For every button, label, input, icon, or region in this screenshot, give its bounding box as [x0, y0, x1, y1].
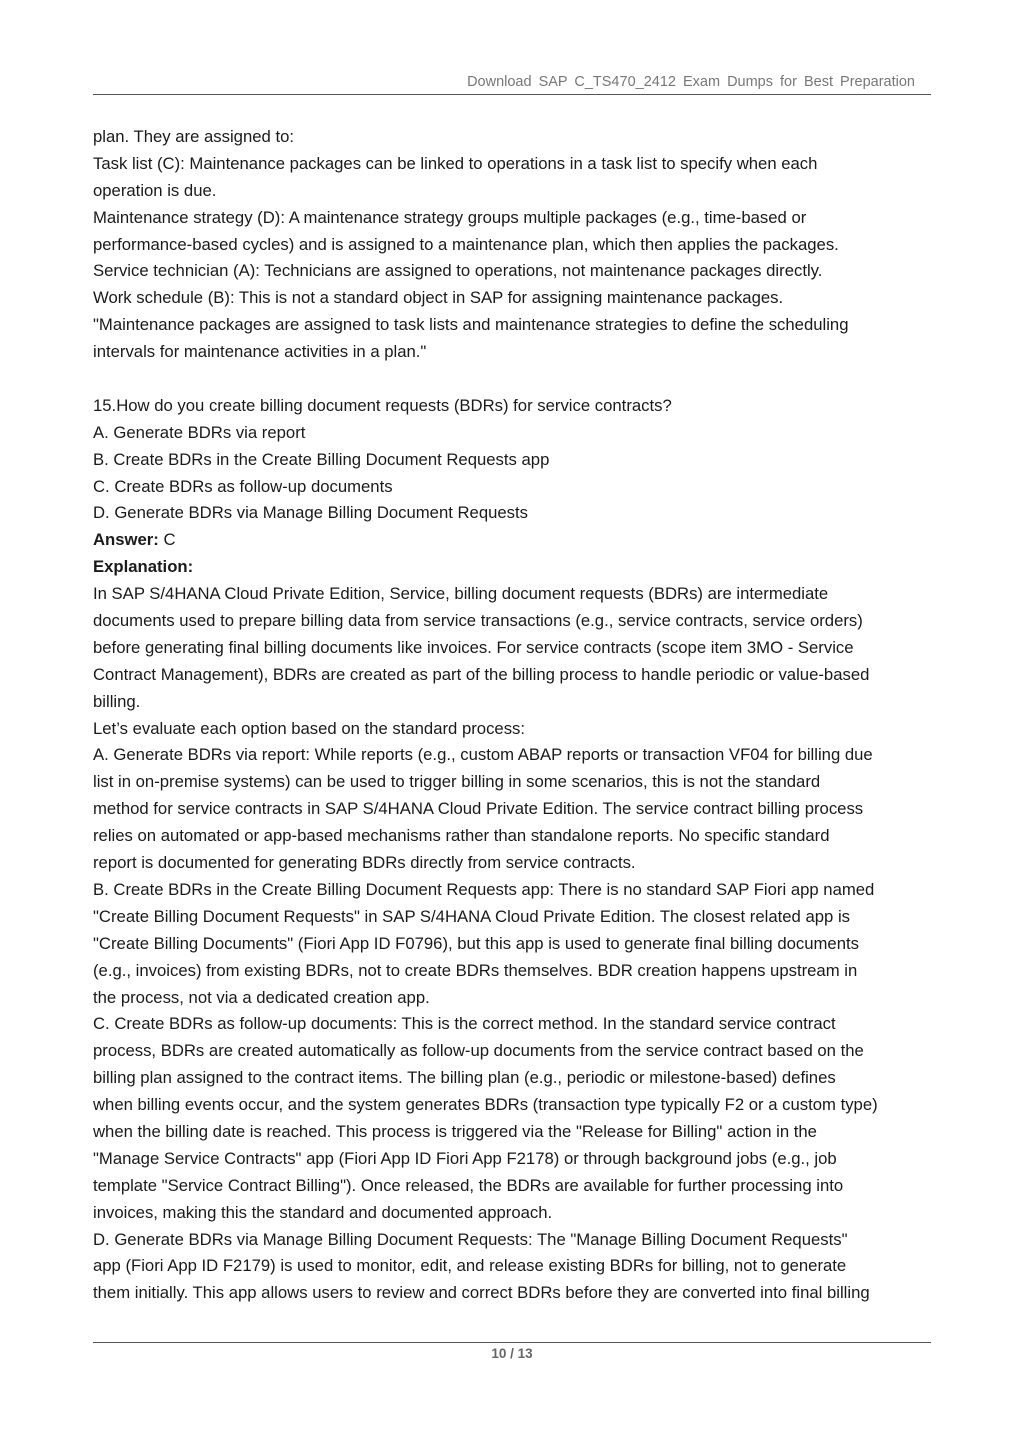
text-line: "Create Billing Documents" (Fiori App ID F0796), but this app is used to generate final billing documents [93, 933, 859, 953]
text-line: billing plan assigned to the contract items. The billing plan (e.g., periodic or milestone-based) defines [93, 1068, 836, 1088]
answer-line [93, 527, 943, 554]
text-line: when the billing date is reached. This process is triggered via the "Release for Billing" action in the [93, 1121, 817, 1141]
text-line: (e.g., invoices) from existing BDRs, not to create BDRs themselves. BDR creation happens upstream in [93, 960, 858, 980]
intro-section [93, 124, 943, 366]
option-b: B. Create BDRs in the Create Billing Document Requests app [93, 449, 550, 469]
text-line: when billing events occur, and the system generates BDRs (transaction type typically F2 or a custom type) [93, 1095, 878, 1115]
text-line: operation is due. [93, 180, 217, 200]
text-line: them initially. This app allows users to review and correct BDRs before they are converted into final billing [93, 1283, 870, 1303]
text-line: app (Fiori App ID F2179) is used to monitor, edit, and release existing BDRs for billing, not to generate [93, 1256, 847, 1276]
text-line: Work schedule (B): This is not a standard object in SAP for assigning maintenance packages. [93, 288, 784, 308]
page-number: 10 / 13 [491, 1346, 533, 1361]
text-line: Task list (C): Maintenance packages can be linked to operations in a task list to specify when each [93, 153, 818, 173]
text-line: the process, not via a dedicated creation app. [93, 987, 430, 1007]
answer-value: C [158, 530, 176, 550]
option-a: A. Generate BDRs via report [93, 422, 306, 442]
text-line: A. Generate BDRs via report: While reports (e.g., custom ABAP reports or transaction VF04 for billing due [93, 745, 873, 765]
text-line: Let’s evaluate each option based on the standard process: [93, 718, 526, 738]
spacer [93, 366, 943, 393]
option-c: C. Create BDRs as follow-up documents [93, 476, 393, 496]
text-line: invoices, making this the standard and documented approach. [93, 1202, 553, 1222]
text-line: method for service contracts in SAP S/4HANA Cloud Private Edition. The service contract billing process [93, 799, 864, 819]
text-line: intervals for maintenance activities in a plan." [93, 342, 427, 362]
header-title: Download SAP C_TS470_2412 Exam Dumps for Best Preparation [467, 74, 915, 90]
options-list [93, 420, 943, 528]
text-line: relies on automated or app-based mechanisms rather than standalone reports. No specific standard [93, 826, 830, 846]
answer-label: Answer: [93, 530, 159, 550]
footer-rule [93, 1342, 931, 1343]
text-line: plan. They are assigned to: [93, 127, 294, 146]
page-header [93, 72, 931, 95]
text-line: billing. [93, 691, 141, 711]
text-line: In SAP S/4HANA Cloud Private Edition, Service, billing document requests (BDRs) are intermediate [93, 584, 829, 604]
text-line: Service technician (A): Technicians are assigned to operations, not maintenance packages directly. [93, 261, 823, 281]
text-line: "Manage Service Contracts" app (Fiori App ID Fiori App F2178) or through background jobs (e.g., job [93, 1148, 837, 1168]
text-line: Contract Management), BDRs are created as part of the billing process to handle periodic or value-based [93, 664, 870, 684]
text-line: Maintenance strategy (D): A maintenance strategy groups multiple packages (e.g., time-based or [93, 207, 807, 227]
text-line: C. Create BDRs as follow-up documents: This is the correct method. In the standard service contract [93, 1014, 836, 1034]
text-line: process, BDRs are created automatically as follow-up documents from the service contract based on the [93, 1041, 864, 1061]
text-line: "Create Billing Document Requests" in SAP S/4HANA Cloud Private Edition. The closest related app is [93, 906, 850, 926]
explanation-label: Explanation: [93, 557, 194, 577]
explanation-section [93, 581, 943, 1307]
text-line: documents used to prepare billing data from service transactions (e.g., service contracts, service orders) [93, 611, 863, 631]
text-line: before generating final billing documents like invoices. For service contracts (scope item 3MO - Service [93, 637, 854, 657]
text-line: "Maintenance packages are assigned to task lists and maintenance strategies to define the scheduling [93, 315, 849, 335]
text-line: B. Create BDRs in the Create Billing Document Requests app: There is no standard SAP Fiori app named [93, 879, 875, 899]
document-body [93, 124, 943, 1307]
option-d: D. Generate BDRs via Manage Billing Document Requests [93, 503, 529, 523]
text-line: list in on-premise systems) can be used to trigger billing in some scenarios, this is not the standard [93, 772, 821, 792]
text-line: report is documented for generating BDRs directly from service contracts. [93, 853, 636, 873]
text-line: performance-based cycles) and is assigned to a maintenance plan, which then applies the packages. [93, 234, 839, 254]
text-line: D. Generate BDRs via Manage Billing Document Requests: The "Manage Billing Document Requests" [93, 1229, 848, 1249]
question-text: 15.How do you create billing document requests (BDRs) for service contracts? [93, 395, 672, 415]
text-line: template "Service Contract Billing"). Once released, the BDRs are available for further processing into [93, 1175, 844, 1195]
